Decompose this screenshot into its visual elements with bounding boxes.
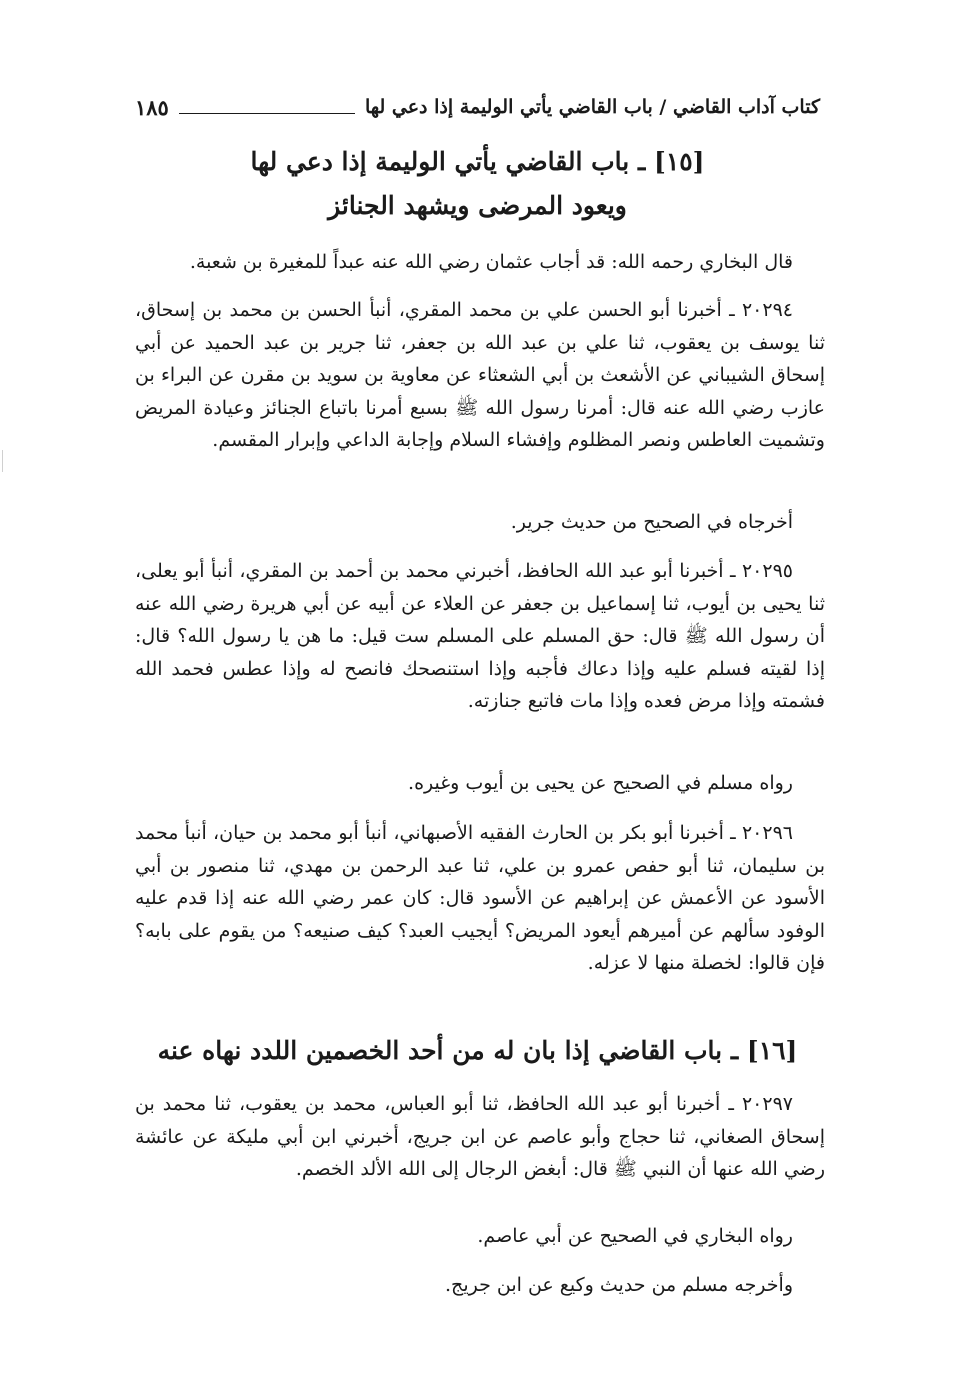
hadith-20294: ٢٠٢٩٤ ـ أخبرنا أبو الحسن علي بن محمد المقري، أنبأ الحسن بن محمد بن إسحاق، ثنا يوسف بن يعقوب، ثنا علي بن عبد الله بن جعفر، ثنا جرير بن عبد الحميد عن أبي إسحاق الشيباني عن الأشعث بن أبي الشعثاء عن معاوية بن سويد بن مقرن عن البراء بن عازب رضي الله عنه قال: أمرنا رسول الله ﷺ بسبع أمرنا باتباع الجنائز وعيادة المريض وتشميت العاطس ونصر المظلوم وإفشاء السلام وإجابة الداعي وإبرار المقسم. — [135, 299, 825, 451]
takhrij-note-1: أخرجاه في الصحيح من حديث جرير. — [510, 511, 793, 533]
takhrij-note-2: رواه مسلم في الصحيح عن يحيى بن أيوب وغيره. — [408, 772, 793, 794]
header-rule — [179, 113, 355, 114]
hadith-20295: ٢٠٢٩٥ ـ أخبرنا أبو عبد الله الحافظ، أخبرني محمد بن أحمد بن المقري، أنبأ أبو يعلى، ثنا يحيى بن أيوب، ثنا إسماعيل بن جعفر عن العلاء عن أبيه عن أبي هريرة رضي الله عنه أن رسول الله ﷺ قال: حق المسلم على المسلم ست قيل: ما هن يا رسول الله؟ قال: إذا لقيته فسلم عليه وإذا دعاك فأجبه وإذا استنصحك فانصح له وإذا عطس فحمد الله فشمته وإذا مرض فعده وإذا مات فاتبع جنازته. — [135, 560, 825, 712]
running-title: كتاب آداب القاضي / باب القاضي يأتي الوليمة إذا دعي لها — [364, 96, 820, 118]
chapter-16-title: [١٦] ـ باب القاضي إذا بان له من أحد الخصمين اللدد نهاه عنه — [157, 1036, 798, 1065]
page-number: ١٨٥ — [135, 94, 169, 120]
intro-paragraph: قال البخاري رحمه الله: قد أجاب عثمان رضي الله عنه عبداً للمغيرة بن شعبة. — [189, 251, 793, 273]
takhrij-note-4: وأخرجه مسلم من حديث وكيع عن ابن جريج. — [445, 1274, 793, 1296]
takhrij-note-3: رواه البخاري في الصحيح عن أبي عاصم. — [477, 1225, 793, 1247]
hadith-20297: ٢٠٢٩٧ ـ أخبرنا أبو عبد الله الحافظ، ثنا أبو العباس، محمد بن يعقوب، ثنا محمد بن إسحاق الصغاني، ثنا حجاج وأبو عاصم عن ابن جريج، أخبرني ابن أبي مليكة عن عائشة رضي الله عنها أن النبي ﷺ قال: أبغض الرجال إلى الله الألد الخصم. — [135, 1093, 825, 1180]
chapter-15-title-line-1: [١٥] ـ باب القاضي يأتي الوليمة إذا دعي لها — [250, 147, 705, 176]
scan-edge-mark — [2, 450, 3, 472]
running-header — [135, 92, 820, 122]
chapter-15-title-line-2: ويعود المرضى ويشهد الجنائز — [328, 191, 627, 220]
hadith-20296: ٢٠٢٩٦ ـ أخبرنا أبو بكر بن الحارث الفقيه الأصبهاني، أنبأ أبو محمد بن حيان، أنبأ محمد بن سليمان، ثنا أبو حفص عمرو بن علي، ثنا عبد الرحمن بن مهدي، ثنا منصور بن أبي الأسود عن الأعمش عن إبراهيم عن الأسود قال: كان عمر رضي الله عنه إذا قدم عليه الوفود سألهم عن أميرهم أيعود المريض؟ أيجيب العبد؟ كيف صنيعه؟ من يقوم على بابه؟ فإن قالوا: لخصلة منها لا عزله. — [135, 822, 825, 974]
